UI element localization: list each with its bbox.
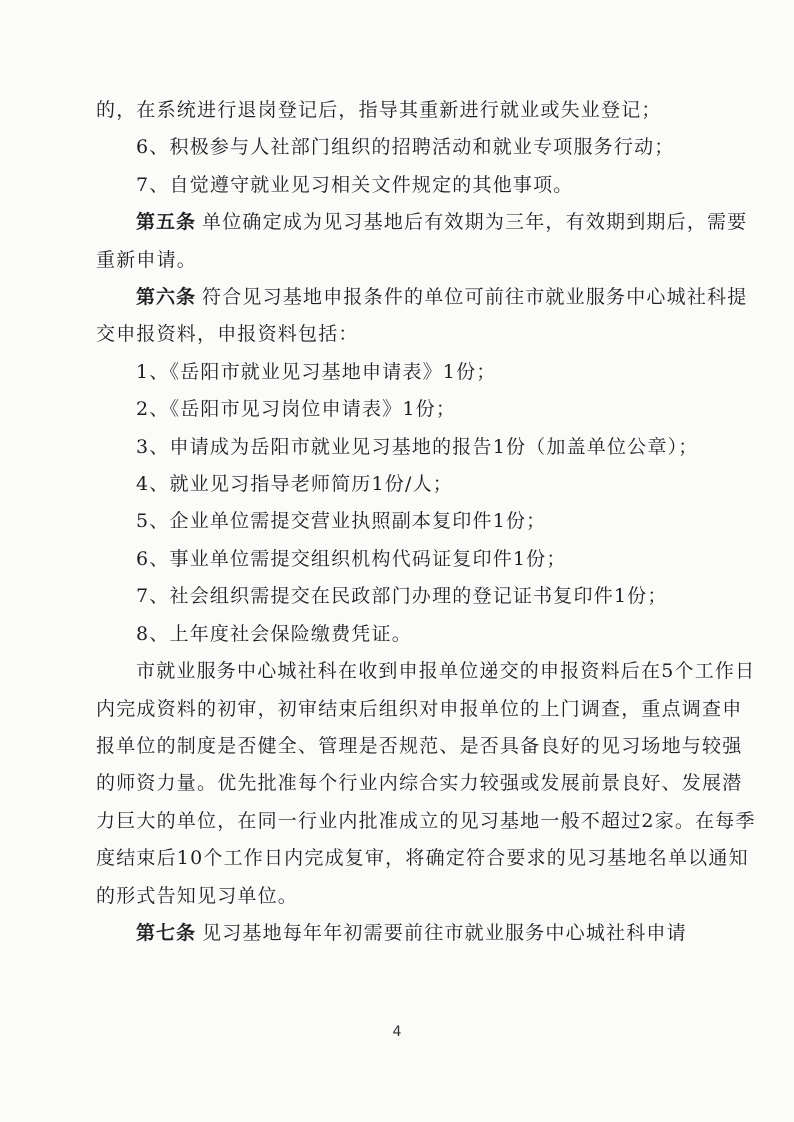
article-7-text: 见习基地每年年初需要前往市就业服务中心城社科申请 (202, 921, 687, 944)
list-item: 7、社会组织需提交在民政部门办理的登记证书复印件1份； (136, 585, 668, 608)
article-6-label: 第六条 (136, 286, 197, 309)
page-number: 4 (392, 1024, 402, 1040)
body-text (96, 92, 756, 952)
article-7-label: 第七条 (136, 921, 197, 944)
paragraph-line-1: 的，在系统进行退岗登记后，指导其重新进行就业或失业登记； (96, 99, 662, 121)
list-item: 4、就业见习指导老师简历1份/人； (136, 473, 453, 496)
list-item: 6、事业单位需提交组织机构代码证复印件1份； (136, 547, 567, 570)
list-item: 8、上年度社会保险缴费凭证。 (136, 622, 412, 645)
paragraph-item-6: 6、积极参与人社部门组织的招聘活动和就业专项服务行动； (136, 136, 675, 159)
review-paragraph: 市就业服务中心城社科在收到申报单位递交的申报资料后在5个工作日内完成资料的初审，初审结束后组织对申报单位的上门调查，重点调查申报单位的制度是否健全、管理是否规范、是否具备良好的见习场地与较强的师资力量。优先批准每个行业内综合实力较强或发展前景良好、发展潜力巨大的单位，在同一行业内批准成立的见习基地一般不超过2家。在每季度结束后10个工作日内完成复审，将确定符合要求的见习基地名单以通知的形式告知见习单位。 (96, 660, 756, 907)
article-5 (96, 204, 756, 279)
list-item: 2、《岳阳市见习岗位申请表》1份； (136, 398, 457, 421)
list-item: 3、申请成为岳阳市就业见习基地的报告1份（加盖单位公章）； (136, 435, 699, 458)
article-6 (96, 279, 756, 354)
article-7 (96, 915, 756, 952)
article-5-text: 单位确定成为见习基地后有效期为三年，有效期到期后，需要重新申请。 (96, 211, 748, 271)
article-6-text: 符合见习基地申报条件的单位可前往市就业服务中心城社科提交申报资料，申报资料包括： (96, 286, 748, 346)
list-item: 5、企业单位需提交营业执照副本复印件1份； (136, 510, 547, 533)
article-5-label: 第五条 (136, 211, 197, 234)
list-item: 1、《岳阳市就业见习基地申请表》1份； (136, 360, 497, 383)
paragraph-item-7: 7、自觉遵守就业见习相关文件规定的其他事项。 (136, 173, 574, 196)
